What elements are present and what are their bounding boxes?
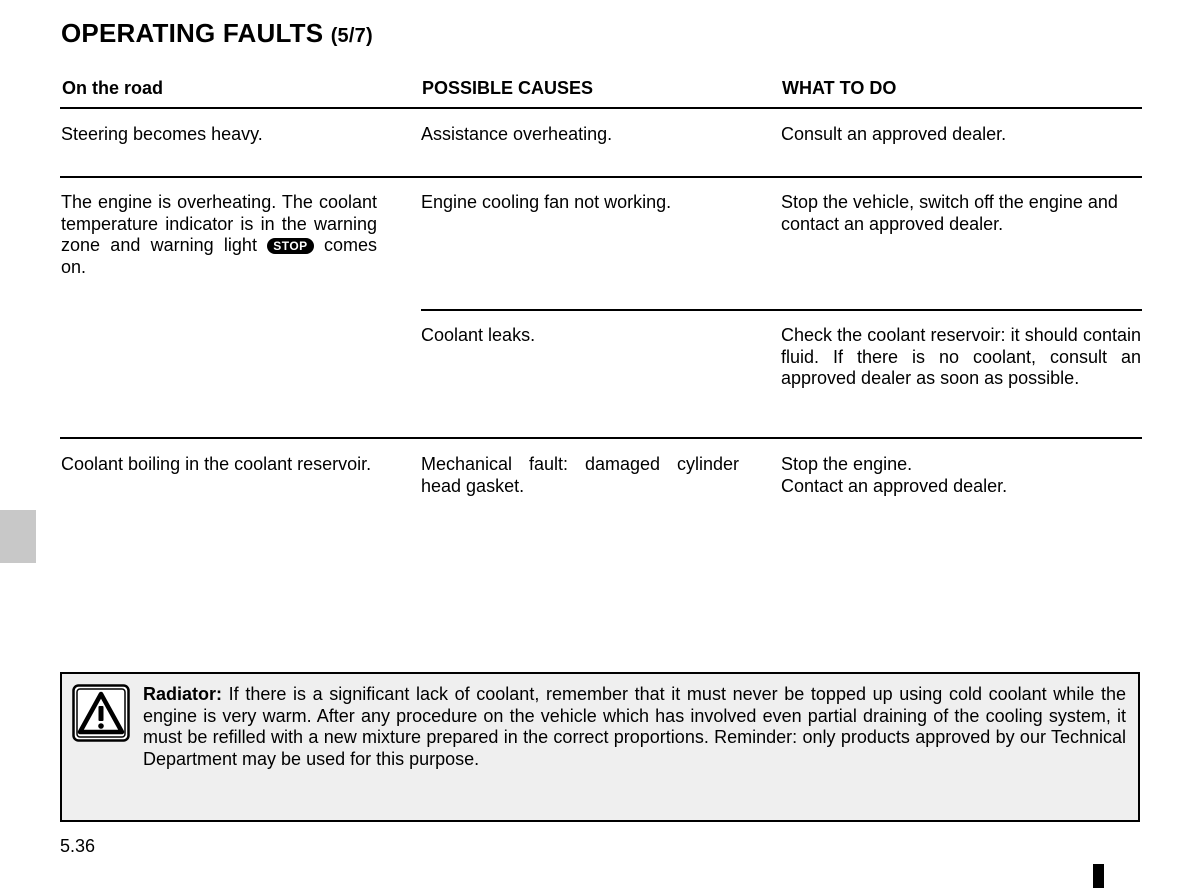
row2-symptom-end: comes on. — [61, 235, 377, 277]
radiator-warning-text — [143, 684, 1126, 770]
row2-symptom-text: The engine is overheating. The coolant temperature indicator is in the warning zone and warning light — [61, 192, 377, 255]
row4-cause: Mechanical fault: damaged cylinder head gasket. — [421, 454, 739, 496]
row1-symptom: Steering becomes heavy. — [61, 124, 263, 144]
header-divider — [60, 107, 1142, 109]
row2-cause: Engine cooling fan not working. — [421, 192, 672, 212]
warning-triangle-icon — [72, 684, 130, 742]
row4-action — [781, 454, 1141, 497]
warning-body: If there is a significant lack of coolant, remember that it must never be topped up using cold coolant while the engine is very warm. After any procedure on the vehicle which has involved even partial draining of the cooling system, it must be refilled with a new mixture prepared in the correct proportions. Reminder: only products approved by our Technical Department may be used for this purpose. — [143, 684, 1126, 769]
row-divider — [60, 437, 1142, 439]
stop-warning-light-icon: STOP — [267, 238, 313, 254]
row3-cause: Coolant leaks. — [421, 325, 536, 345]
page-title-part: (5/7) — [330, 25, 373, 47]
row1-cause: Assistance overheating. — [421, 124, 613, 144]
row4-symptom: Coolant boiling in the coolant reservoir. — [61, 454, 372, 474]
row4-action-line1: Stop the engine. — [781, 454, 913, 474]
page-number: 5.36 — [60, 836, 96, 856]
column-header-on-the-road: On the road — [62, 78, 164, 98]
row3-action: Check the coolant reservoir: it should contain fluid. If there is no coolant, consult an approved dealer as soon as possible. — [781, 325, 1141, 388]
corner-mark — [1093, 864, 1104, 888]
warning-label: Radiator: — [143, 684, 223, 704]
section-tab-marker — [0, 510, 36, 563]
row1-action: Consult an approved dealer. — [781, 124, 1007, 144]
row-divider — [60, 176, 1142, 178]
page-title — [61, 18, 373, 49]
column-header-possible-causes: POSSIBLE CAUSES — [422, 78, 594, 98]
row4-action-line2: Contact an approved dealer. — [781, 475, 1008, 496]
page-title-text: OPERATING FAULTS — [61, 18, 324, 48]
row2-symptom — [61, 192, 377, 278]
row2-action: Stop the vehicle, switch off the engine and contact an approved dealer. — [781, 192, 1118, 234]
column-header-what-to-do: WHAT TO DO — [782, 78, 897, 98]
sub-row-divider — [421, 309, 1142, 311]
radiator-warning-box — [60, 672, 1140, 822]
